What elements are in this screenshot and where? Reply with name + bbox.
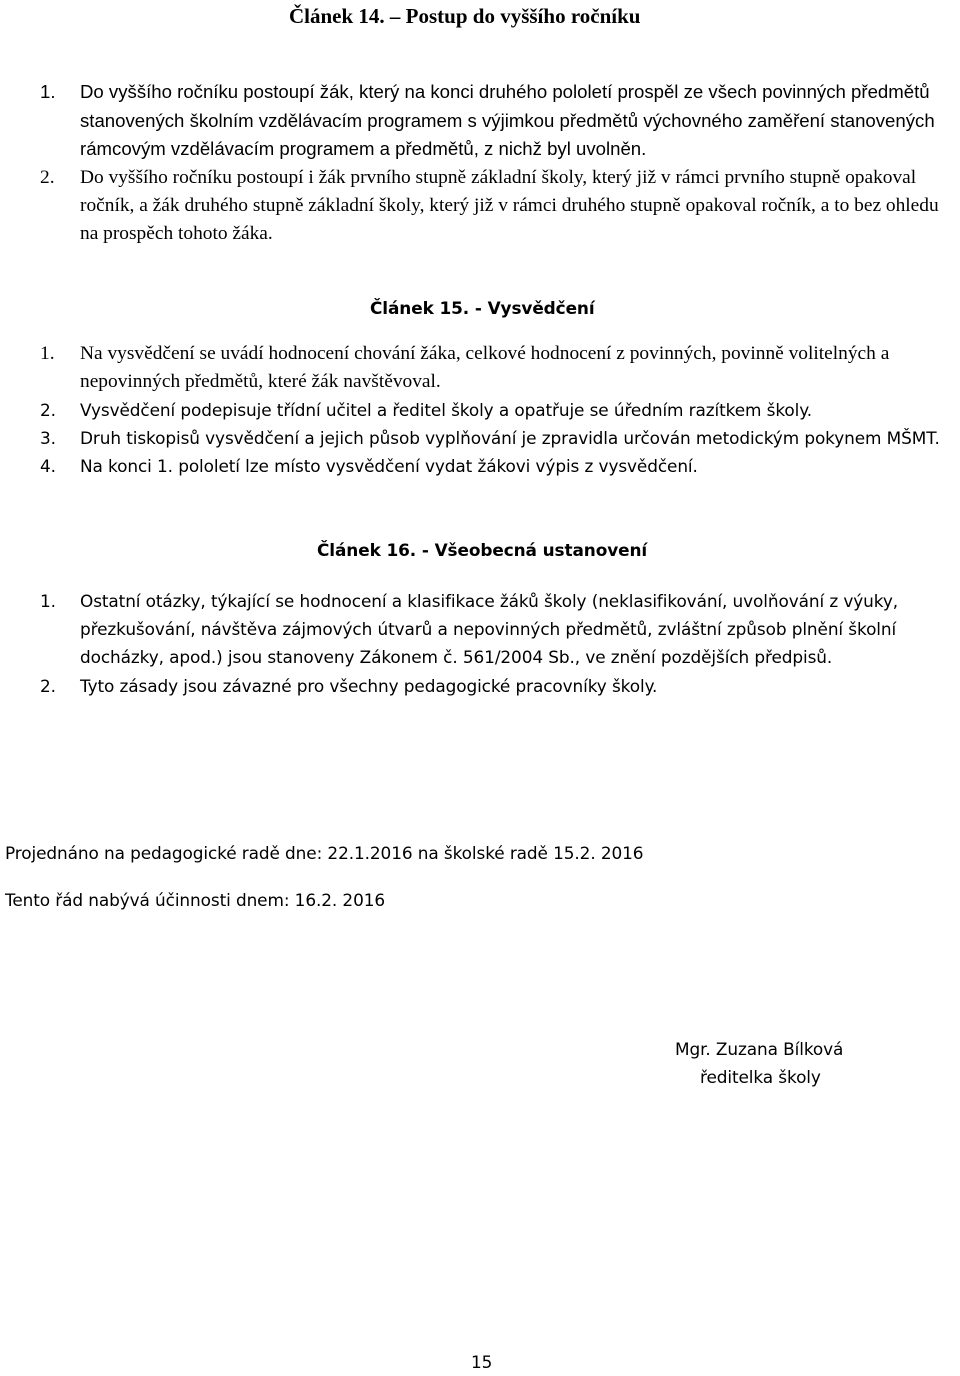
list-item-number: 2. xyxy=(40,675,56,696)
list-item-text: Ostatní otázky, týkající se hodnocení a klasifikace žáků školy (neklasifikování, uvolňování z výuky, přezkušování, návštěva zájmových útvarů a nepovinných předmětů, zvláštní způsob plnění školní docházky, apod.) jsou stanoveny Zákonem č. 561/2004 Sb., ve znění pozdějších předpisů. xyxy=(80,591,899,668)
signer-role: ředitelka školy xyxy=(700,1067,821,1087)
list-item-text: Tyto zásady jsou závazné pro všechny pedagogické pracovníky školy. xyxy=(80,675,658,696)
article-16-title: Článek 16. - Všeobecná ustanovení xyxy=(317,540,648,560)
approval-note: Projednáno na pedagogické radě dne: 22.1.2016 na školské radě 15.2. 2016 xyxy=(5,843,644,863)
list-item-text: Vysvědčení podepisuje třídní učitel a ředitel školy a opatřuje se úředním razítkem školy. xyxy=(80,400,813,420)
list-item-text: Na konci 1. pololetí lze místo vysvědčení vydat žákovi výpis z vysvědčení. xyxy=(80,456,698,477)
list-item xyxy=(40,340,955,396)
article-14-title: Článek 14. – Postup do vyššího ročníku xyxy=(289,4,641,28)
article-15-list xyxy=(40,340,955,481)
list-item xyxy=(40,78,955,164)
article-14-list xyxy=(40,78,955,248)
list-item xyxy=(40,424,955,452)
page-number: 15 xyxy=(471,1352,493,1372)
list-item-number: 3. xyxy=(40,428,56,449)
list-item xyxy=(40,396,955,424)
list-item-text: Druh tiskopisů vysvědčení a jejich působ vyplňování je zpravidla určován metodickým pokynem MŠMT. xyxy=(80,428,940,449)
list-item-number: 4. xyxy=(40,456,56,477)
list-item-number: 1. xyxy=(40,591,56,611)
list-item xyxy=(40,452,955,480)
list-item-number: 1. xyxy=(40,81,56,102)
list-item xyxy=(40,587,955,672)
list-item-text: Na vysvědčení se uvádí hodnocení chování žáka, celkové hodnocení z povinných, povinně volitelných a nepovinných předmětů, které žák navštěvoval. xyxy=(80,343,890,392)
list-item xyxy=(40,164,955,248)
list-item-text: Do vyššího ročníku postoupí i žák prvního stupně základní školy, který již v rámci prvního stupně opakoval ročník, a žák druhého stupně základní školy, který již v rámci druhého stupně opakoval ročník, a to bez ohledu na prospěch tohoto žáka. xyxy=(80,166,939,244)
list-item-number: 2. xyxy=(40,166,55,188)
article-15-title: Článek 15. - Vysvědčení xyxy=(370,298,595,318)
list-item-text: Do vyššího ročníku postoupí žák, který na konci druhého pololetí prospěl ze všech povinných předmětů stanovených školním vzdělávacím programem s výjimkou předmětů výchovného zaměření stanovených rámcovým vzdělávacím programem a předmětů, z nichž byl uvolněn. xyxy=(80,81,935,159)
list-item xyxy=(40,672,955,700)
article-16-list xyxy=(40,587,955,700)
signer-name: Mgr. Zuzana Bílková xyxy=(675,1039,844,1059)
list-item-number: 1. xyxy=(40,343,55,364)
list-item-number: 2. xyxy=(40,400,56,420)
effective-date: Tento řád nabývá účinnosti dnem: 16.2. 2016 xyxy=(5,890,386,910)
